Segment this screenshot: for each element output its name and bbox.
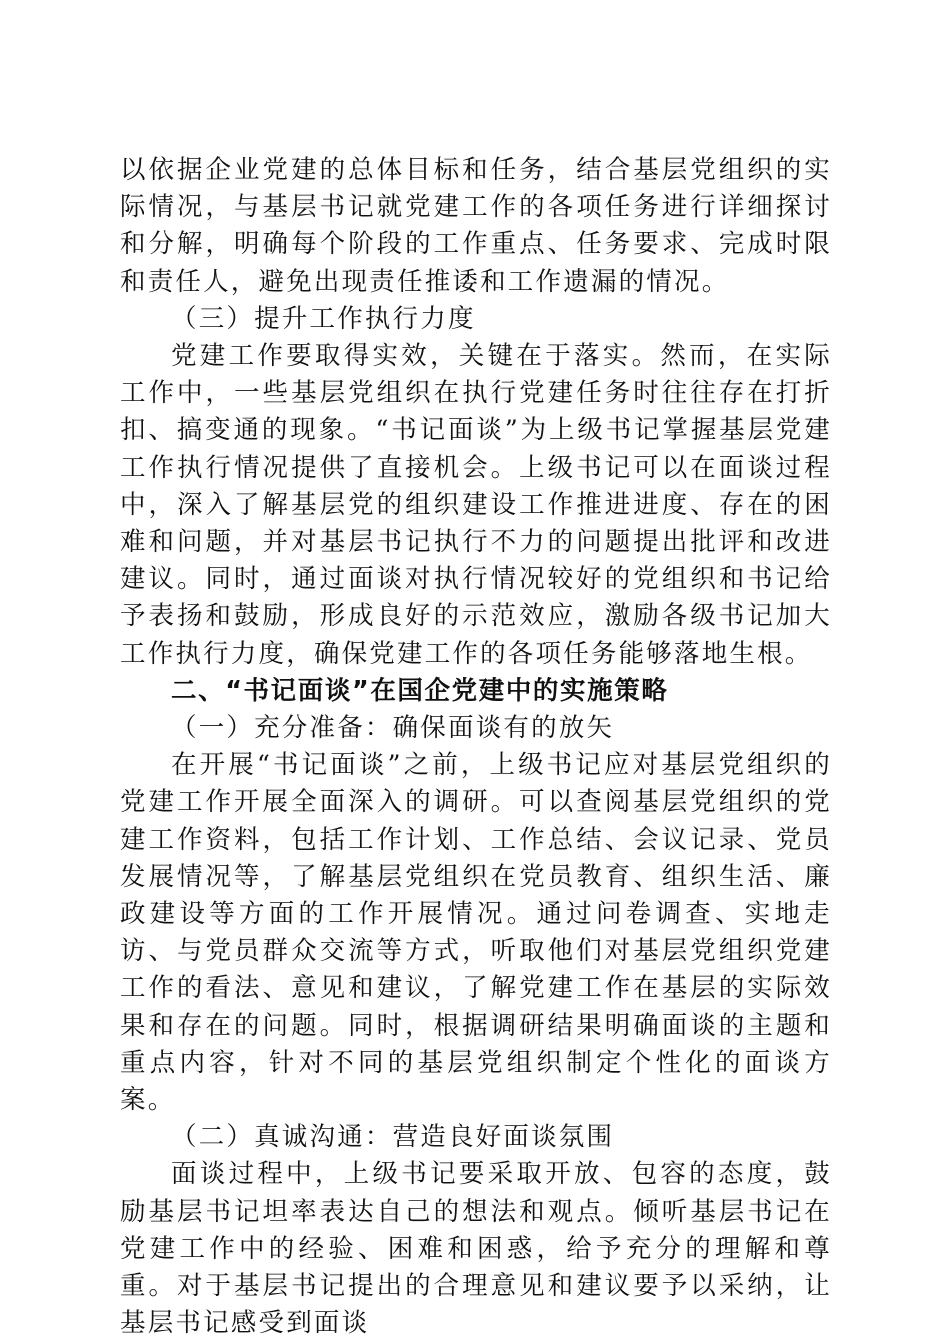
section-heading-implementation-strategy: 二、“书记面谈”在国企党建中的实施策略 <box>171 675 669 706</box>
paragraph-communication: 面谈过程中，上级书记要采取开放、包容的态度，鼓励基层书记坦率表达自己的想法和观点。倾听基层书记在党建工作中的经验、困难和困惑，给予充分的理解和尊重。对于基层书记提出的合理意见和建议要予以采纳，让基层书记感受到面谈 <box>120 1159 832 1339</box>
document-page <box>120 152 832 1343</box>
paragraph-execution: 党建工作要取得实效，关键在于落实。然而，在实际工作中，一些基层党组织在执行党建任务时往往存在打折扣、搞变通的现象。“书记面谈”为上级书记掌握基层党建工作执行情况提供了直接机会。上级书记可以在面谈过程中，深入了解基层党的组织建设工作推进进度、存在的困难和问题，并对基层书记执行不力的问题提出批评和改进建议。同时，通过面谈对执行情况较好的党组织和书记给予表扬和鼓励，形成良好的示范效应，激励各级书记加大工作执行力度，确保党建工作的各项任务能够落地生根。 <box>120 341 832 669</box>
continuation-paragraph: 以依据企业党建的总体目标和任务，结合基层党组织的实际情况，与基层书记就党建工作的各项任务进行详细探讨和分解，明确每个阶段的工作重点、任务要求、完成时限和责任人，避免出现责任推诿和工作遗漏的情况。 <box>120 155 832 297</box>
paragraph-preparation: 在开展“书记面谈”之前，上级书记应对基层党组织的党建工作开展全面深入的调研。可以查阅基层党组织的党建工作资料，包括工作计划、工作总结、会议记录、党员发展情况等，了解基层党组织在党员教育、组织生活、廉政建设等方面的工作开展情况。通过问卷调查、实地走访、与党员群众交流等方式，听取他们对基层党组织党建工作的看法、意见和建议，了解党建工作在基层的实际效果和存在的问题。同时，根据调研结果明确面谈的主题和重点内容，针对不同的基层党组织制定个性化的面谈方案。 <box>120 750 832 1116</box>
subheading-sincere-communication: （二）真诚沟通：营造良好面谈氛围 <box>171 1122 615 1153</box>
subheading-improve-execution: （三）提升工作执行力度 <box>171 303 476 334</box>
subheading-full-preparation: （一）充分准备：确保面谈有的放矢 <box>171 713 615 744</box>
